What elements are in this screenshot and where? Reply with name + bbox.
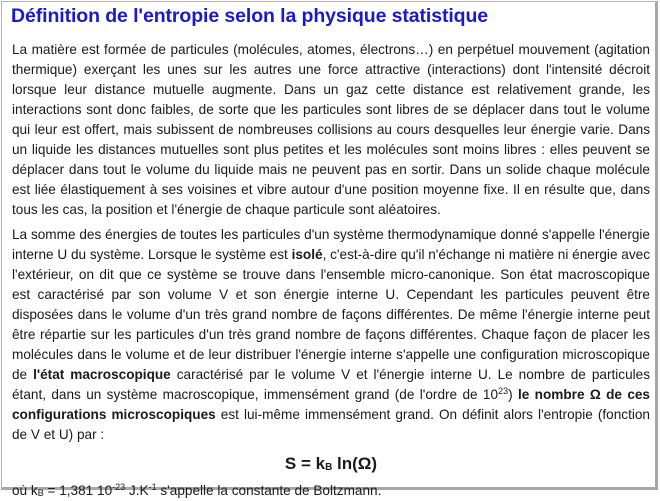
document-body bbox=[12, 40, 650, 501]
entropy-formula bbox=[12, 452, 650, 476]
text-segment: , c'est-à-dire qu'il n'échange ni matière ni énergie avec l'extérieur, on dit que ce système se trouve dans l'ensemble micro-canonique. Son état macroscopique est caractérisé par son volume V et son énergie interne U. Cependant les particules peuvent être disposées dans le volume d'un très grand nombre de façons différentes. De même l'énergie interne peut être répartie sur les particules d'un très grand nombre de façons différentes. Chaque façon de placer les molécules dans le volume et de leur distribuer l'énergie interne s'appelle une configuration microscopique de bbox=[12, 247, 650, 382]
text-segment: s'appelle la constante de Boltzmann. bbox=[156, 483, 382, 498]
formula-subscript-b: B bbox=[325, 462, 333, 473]
formula-lhs: S = k bbox=[284, 454, 326, 473]
exponent-23: 23 bbox=[498, 386, 509, 396]
exponent-minus-23: -23 bbox=[112, 482, 126, 492]
unit-text: J.K bbox=[125, 483, 149, 498]
text-segment: caractérisé par le volume V et l'énergie interne U. Le nombre de particules étant, dans un système macroscopique, immensément grand (de l'ordre de 10 bbox=[12, 367, 651, 402]
paragraph-internal-energy bbox=[12, 225, 650, 445]
text-segment: ) bbox=[508, 387, 518, 402]
text-segment: La somme des énergies de toutes les particules d'un système thermodynamique donné s'appelle l'énergie interne U du système. Lorsque le système est bbox=[12, 227, 650, 262]
document-frame bbox=[1, 1, 658, 498]
unit-exponent: -1 bbox=[148, 482, 157, 492]
subscript-b: B bbox=[37, 488, 44, 498]
bold-term-isole: isolé bbox=[291, 247, 323, 262]
formula-rhs: ln(Ω) bbox=[332, 454, 378, 473]
page-title: Définition de l'entropie selon la physique statistique bbox=[11, 5, 489, 27]
constant-value: = 1,381 10 bbox=[43, 483, 113, 498]
boltzmann-constant-note bbox=[12, 481, 650, 501]
text-segment: où k bbox=[12, 483, 38, 498]
paragraph-matter-description: La matière est formée de particules (molécules, atomes, électrons…) en perpétuel mouvement (agitation thermique) exerçant les unes sur les autres une force attractive (interactions) dont l'intensité décroit lorsque leur distance mutuelle augmente. Dans un gaz cette distance est relativement grande, les interactions sont donc faibles, de sorte que les particules sont libres de se déplacer dans tout le volume qui leur est offert, mais subissent de nombreuses collisions au cours desquelles leur énergie varie. Dans un liquide les distances mutuelles sont plus petites et les molécules sont moins libres : elles peuvent se déplacer dans tout le volume du liquide mais ne peuvent pas en sortir. Dans un solide chaque molécule est liée élastiquement à ses voisines et vibre autour d'une position moyenne fixe. Il en résulte que, dans tous les cas, la position et l'énergie de chaque particule sont aléatoires. bbox=[12, 42, 650, 217]
bold-term-etat-macroscopique: l'état macroscopique bbox=[33, 367, 171, 382]
text-segment: est lui-même immensément grand. On définit alors l'entropie (fonction de V et U) par : bbox=[12, 407, 650, 442]
bold-term-nombre-omega: le nombre Ω de ces configurations microscopiques bbox=[12, 387, 650, 422]
